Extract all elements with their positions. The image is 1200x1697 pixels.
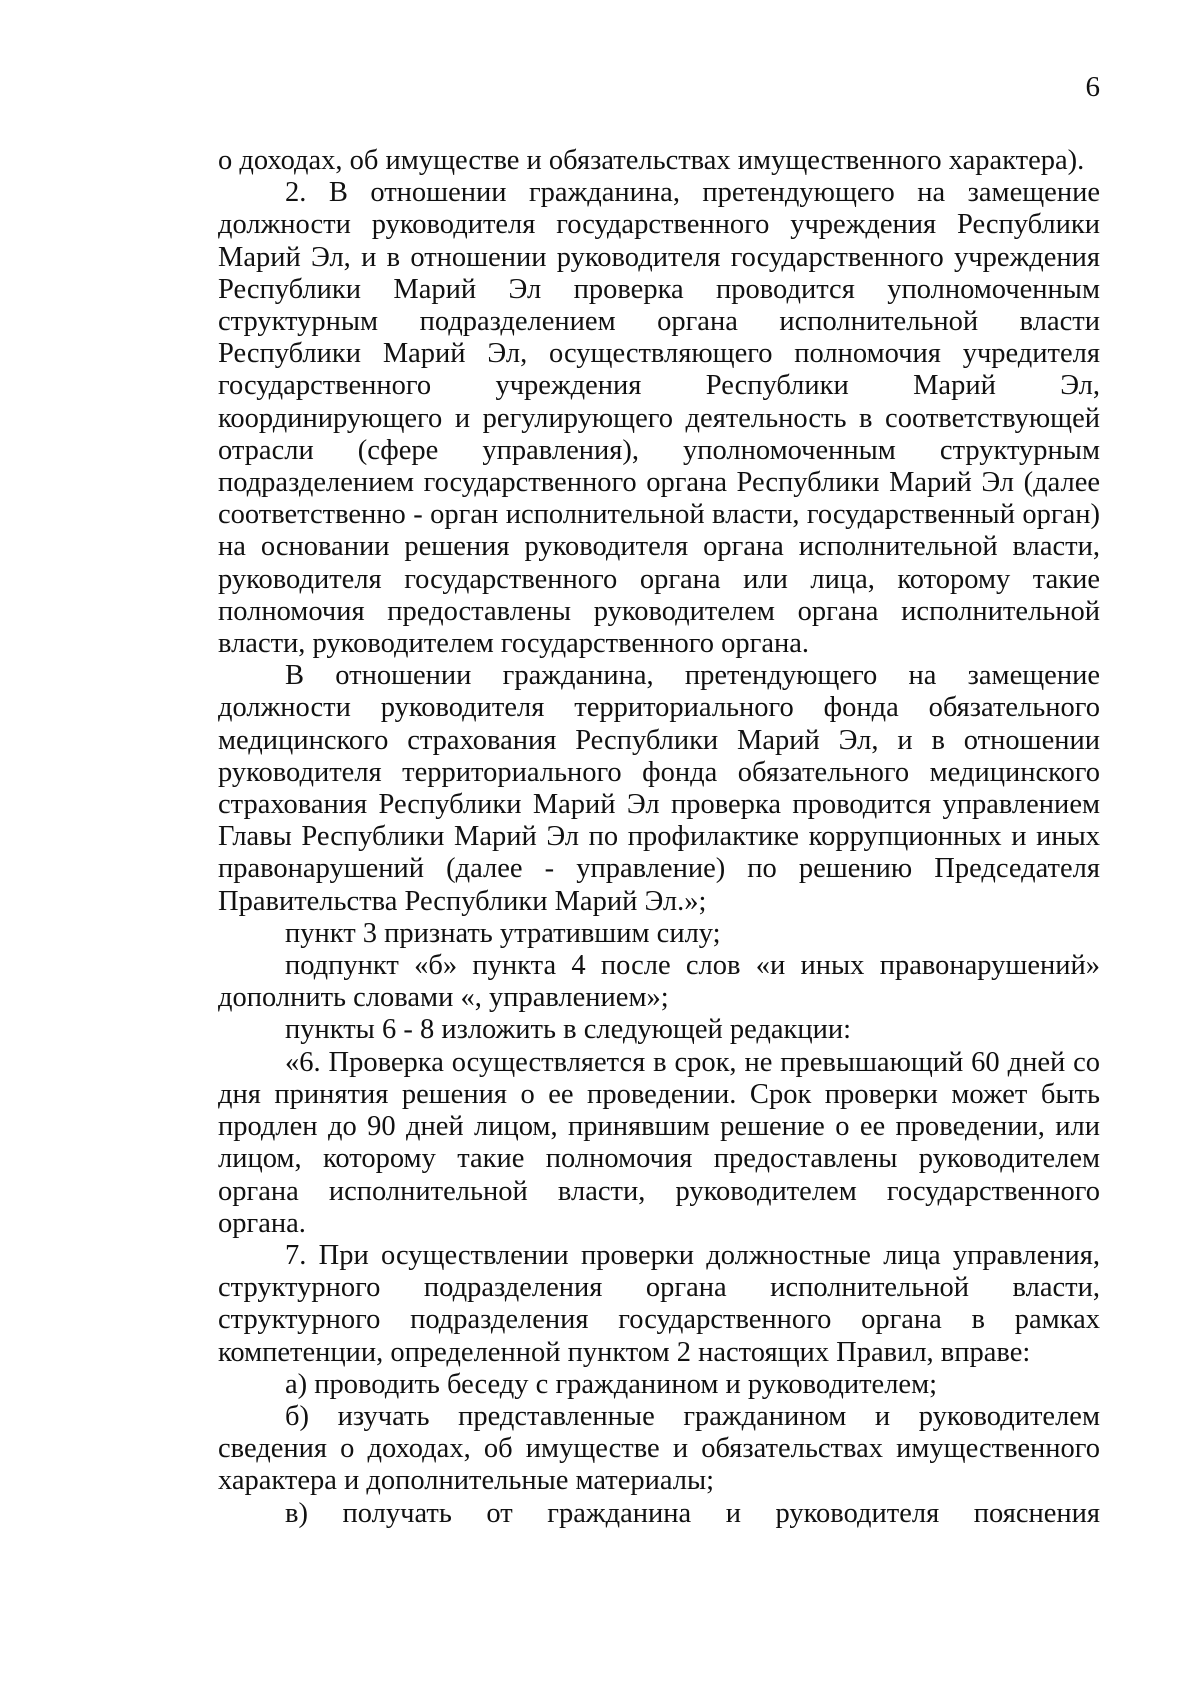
page-number: 6 (1085, 71, 1100, 103)
paragraph-subitem-a: а) проводить беседу с гражданином и руководителем; (285, 1368, 938, 1400)
paragraph-territorial-fund: В отношении гражданина, претендующего на замещение должности руководителя территориального фонда обязательного медицинского страхования Республики Марий Эл, и в отношении руководителя территориального фонда обязательного медицинского страхования Республики Марий Эл проверка проводится управлением Главы Республики Марий Эл по профилактике коррупционных и иных правонарушений (далее - управление) по решению Председателя Правительства Республики Марий Эл.»; (218, 660, 1100, 917)
document-body (218, 145, 1100, 1530)
paragraph-subitem-b: б) изучать представленные гражданином и руководителем сведения о доходах, об имуществе и обязательствах имущественного характера и дополнительные материалы; (218, 1400, 1100, 1497)
paragraph-items-6-8-intro: пункты 6 - 8 изложить в следующей редакции: (285, 1014, 852, 1046)
paragraph-item-6: «6. Проверка осуществляется в срок, не превышающий 60 дней со дня принятия решения о ее проведении. Срок проверки может быть продлен до 90 дней лицом, принявшим решение о ее проведении, или лицом, которому такие полномочия предоставлены руководителем органа исполнительной власти, руководителем государственного органа. (218, 1046, 1100, 1239)
paragraph-item-7: 7. При осуществлении проверки должностные лица управления, структурного подразделения органа исполнительной власти, структурного подразделения государственного органа в рамках компетенции, определенной пунктом 2 настоящих Правил, вправе: (218, 1239, 1100, 1368)
paragraph-item-4-amendment: подпункт «б» пункта 4 после слов «и иных правонарушений» дополнить словами «, управлением»; (218, 950, 1100, 1014)
paragraph-item-2: 2. В отношении гражданина, претендующего на замещение должности руководителя государственного учреждения Республики Марий Эл, и в отношении руководителя государственного учреждения Республики Марий Эл проверка проводится уполномоченным структурным подразделением органа исполнительной власти Республики Марий Эл, осуществляющего полномочия учредителя государственного учреждения Республики Марий Эл, координирующего и регулирующего деятельность в соответствующей отрасли (сфере управления), уполномоченным структурным подразделением государственного органа Республики Марий Эл (далее соответственно - орган исполнительной власти, государственный орган) на основании решения руководителя органа исполнительной власти, руководителя государственного органа или лица, которому такие полномочия предоставлены руководителем органа исполнительной власти, руководителем государственного органа. (218, 177, 1100, 660)
paragraph-item-3-repeal: пункт 3 признать утратившим силу; (285, 917, 721, 949)
paragraph-continuation: о доходах, об имуществе и обязательствах имущественного характера). (218, 145, 1085, 176)
paragraph-subitem-v: в) получать от гражданина и руководителя пояснения (285, 1497, 1100, 1529)
